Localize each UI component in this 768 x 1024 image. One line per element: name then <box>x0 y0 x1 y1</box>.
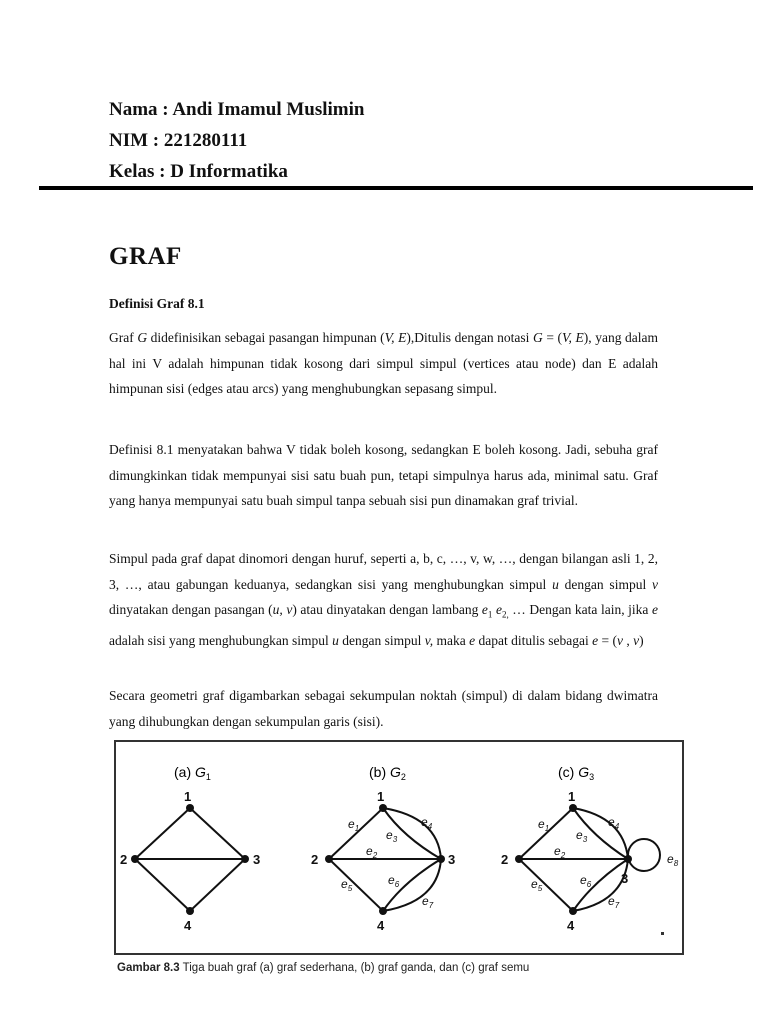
graph-g3 <box>501 764 679 933</box>
g2-vertex-1 <box>379 804 387 812</box>
g3-e1-label: $e_1$ <box>538 817 550 833</box>
g1-edge-1-3 <box>190 808 245 859</box>
paragraph-definition: Graf G didefinisikan sebagai pasangan himpunan (V, E),Ditulis dengan notasi G = (V, E), yang dalam hal ini V adalah himpunan tidak kosong dari simpul simpul (vertices atau node) dan E adalah himpunan sisi (edges atau arcs) yang menghubungkan sepasang simpul. <box>109 330 659 396</box>
g3-vertex-3-label: 3 <box>621 871 629 886</box>
paragraph-geometric: Secara geometri graf digambarkan sebagai sekumpulan noktah (simpul) di dalam bidang dwimatra yang dihubungkan dengan sekumpulan garis (sisi). <box>109 688 658 729</box>
g3-e8-label: $e_8$ <box>667 852 679 868</box>
g2-vertex-2 <box>325 855 333 863</box>
g1-vertex-1-label: 1 <box>184 789 192 804</box>
g2-vertex-3-label: 3 <box>448 852 456 867</box>
graph-g2-label: (b) $G_2$ <box>369 764 406 782</box>
g1-vertex-3-label: 3 <box>253 852 261 867</box>
g3-e3-label: $e_3$ <box>576 828 588 844</box>
g3-e7-label: $e_7$ <box>608 894 620 910</box>
g3-edge-e5 <box>519 859 573 911</box>
graph-figure-svg <box>116 742 682 953</box>
scan-speck <box>661 932 664 935</box>
g3-edge-e8-loop <box>628 839 660 871</box>
g1-vertex-3 <box>241 855 249 863</box>
graph-figure <box>114 740 684 955</box>
g2-e4-label: $e_4$ <box>421 815 433 831</box>
student-name: Nama : Andi Imamul Muslimin <box>109 99 365 120</box>
g2-e5-label: $e_5$ <box>341 877 353 893</box>
g2-edge-e5 <box>329 859 383 911</box>
student-class: Kelas : D Informatika <box>109 161 288 182</box>
g1-vertex-4-label: 4 <box>184 918 192 933</box>
g2-vertex-3 <box>437 855 445 863</box>
g2-e7-label: $e_7$ <box>422 894 434 910</box>
g2-e2-label: $e_2$ <box>366 844 378 860</box>
g2-vertex-1-label: 1 <box>377 789 385 804</box>
g1-vertex-2-label: 2 <box>120 852 128 867</box>
student-nim: NIM : 221280111 <box>109 130 248 151</box>
page-title: GRAF <box>109 243 182 270</box>
g3-e2-label: $e_2$ <box>554 844 566 860</box>
graph-g3-label: (c) $G_3$ <box>558 764 595 782</box>
g2-vertex-4 <box>379 907 387 915</box>
g2-e6-label: $e_6$ <box>388 873 400 889</box>
header-divider <box>39 186 753 190</box>
g3-vertex-4 <box>569 907 577 915</box>
student-header <box>109 94 364 187</box>
g1-vertex-1 <box>186 804 194 812</box>
g3-vertex-3 <box>624 855 632 863</box>
section-heading: Definisi Graf 8.1 <box>109 296 205 311</box>
g2-vertex-4-label: 4 <box>377 918 385 933</box>
g2-vertex-2-label: 2 <box>311 852 319 867</box>
g2-e1-label: $e_1$ <box>348 817 360 833</box>
figure-caption: Gambar 8.3 Tiga buah graf (a) graf sederhana, (b) graf ganda, dan (c) graf semu <box>117 962 530 974</box>
g3-e5-label: $e_5$ <box>531 877 543 893</box>
g1-vertex-2 <box>131 855 139 863</box>
g3-vertex-1 <box>569 804 577 812</box>
g3-vertex-2-label: 2 <box>501 852 509 867</box>
g3-e4-label: $e_4$ <box>608 815 620 831</box>
paragraph-vertex-numbering: Simpul pada graf dapat dinomori dengan huruf, seperti a, b, c, …, v, w, …, dengan bilangan asli 1, 2, 3, …, atau gabungan keduanya, sedangkan sisi yang menghubungkan simpul u dengan simpul v dinyatakan dengan pasangan (u, v) atau dinyatakan dengan lambang $e_1$ $e_{2,}$ … Dengan kata lain, jika e adalah sisi yang menghubungkan simpul u dengan simpul v, maka e dapat ditulis sebagai e = (v , v) <box>109 551 658 649</box>
graph-g1-label: (a) $G_1$ <box>174 764 211 782</box>
g1-vertex-4 <box>186 907 194 915</box>
g2-e3-label: $e_3$ <box>386 828 398 844</box>
g1-edge-2-4 <box>135 859 190 911</box>
g3-vertex-1-label: 1 <box>568 789 576 804</box>
g1-edge-1-2 <box>135 808 190 859</box>
graph-g1 <box>120 764 260 933</box>
g3-vertex-2 <box>515 855 523 863</box>
graph-g2 <box>311 764 455 933</box>
g3-e6-label: $e_6$ <box>580 873 592 889</box>
g1-edge-3-4 <box>190 859 245 911</box>
paragraph-explanation: Definisi 8.1 menyatakan bahwa V tidak boleh kosong, sedangkan E boleh kosong. Jadi, sebuha graf dimungkinkan tidak mempunyai sisi satu buah pun, tetapi simpulnya harus ada, minimal satu. Graf yang hanya mempunyai satu buah simpul tanpa sebuah sisi pun dinamakan graf trivial. <box>109 442 658 508</box>
g3-vertex-4-label: 4 <box>567 918 575 933</box>
